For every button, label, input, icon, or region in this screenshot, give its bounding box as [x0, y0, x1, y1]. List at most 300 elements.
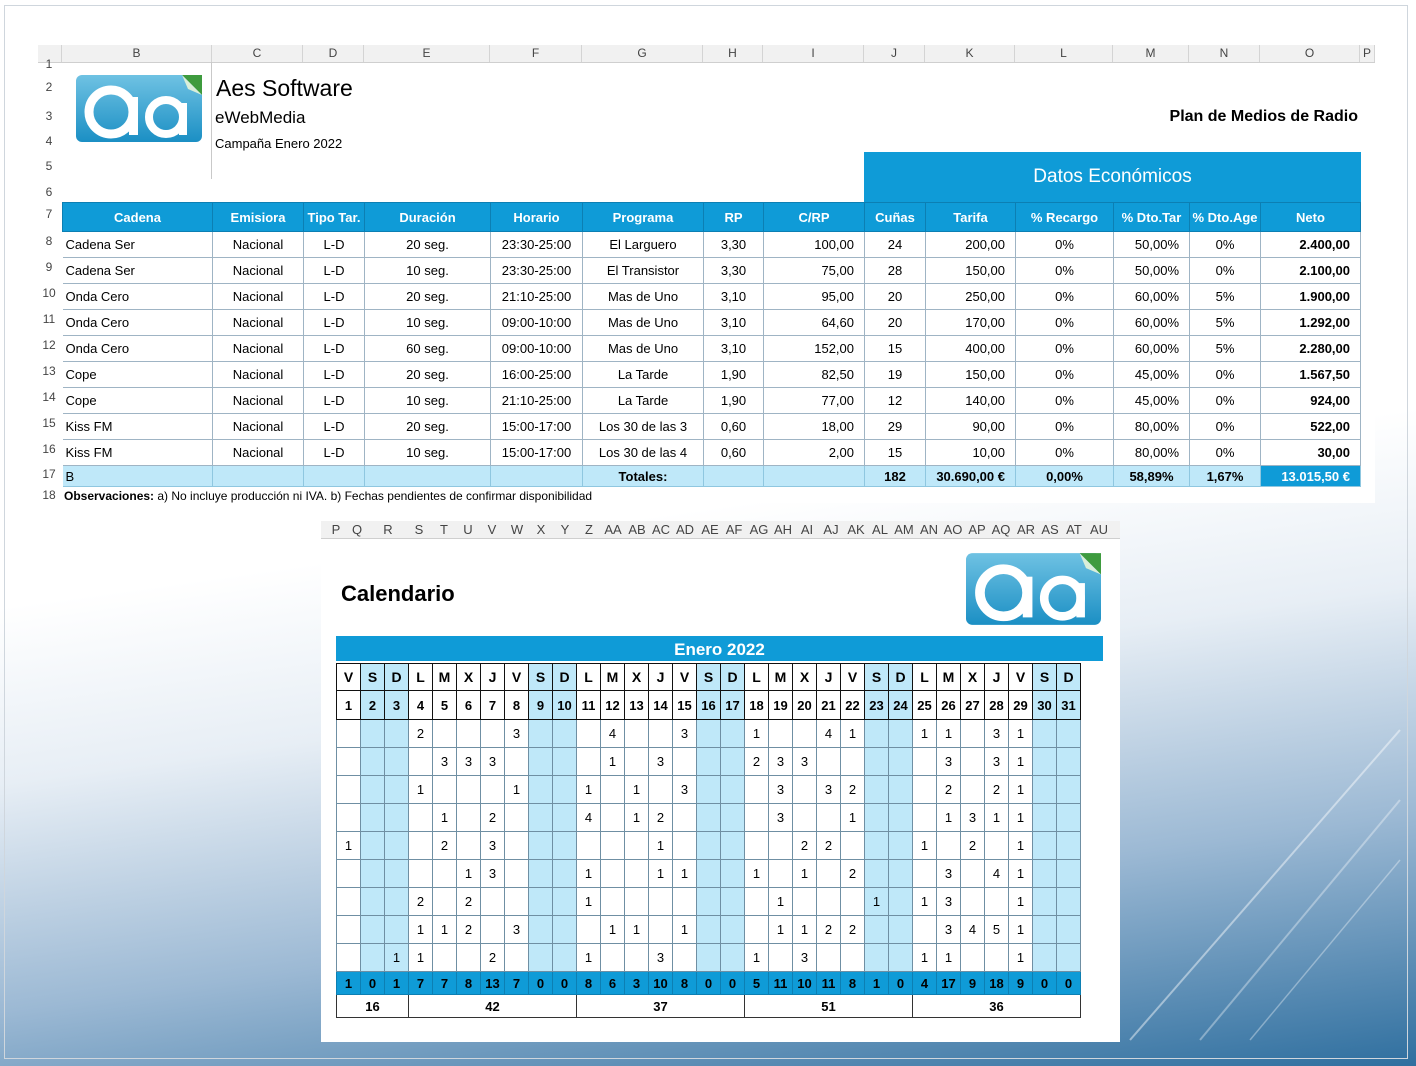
- spot-cell[interactable]: [625, 888, 649, 916]
- spot-cell[interactable]: 2: [433, 832, 457, 860]
- table-cell[interactable]: 21:10-25:00: [491, 284, 583, 310]
- spot-cell[interactable]: [553, 944, 577, 972]
- table-cell[interactable]: 0%: [1190, 258, 1261, 284]
- spot-cell[interactable]: [1033, 804, 1057, 832]
- spot-cell[interactable]: 1: [1009, 860, 1033, 888]
- table-cell[interactable]: 3,10: [704, 336, 764, 362]
- calendar-column-header-ap[interactable]: AP: [968, 522, 986, 537]
- column-header-h[interactable]: H: [703, 45, 763, 62]
- spot-cell[interactable]: [505, 888, 529, 916]
- spot-cell[interactable]: 4: [817, 720, 841, 748]
- row-header-7[interactable]: 7: [45, 207, 53, 221]
- spot-cell[interactable]: [529, 860, 553, 888]
- totals-empty[interactable]: [491, 466, 583, 487]
- spot-cell[interactable]: [433, 860, 457, 888]
- spot-cell[interactable]: 1: [1009, 748, 1033, 776]
- spot-cell[interactable]: [841, 944, 865, 972]
- spot-cell[interactable]: [865, 916, 889, 944]
- spot-cell[interactable]: 3: [961, 804, 985, 832]
- spot-cell[interactable]: [337, 776, 361, 804]
- spot-cell[interactable]: [817, 860, 841, 888]
- spot-cell[interactable]: [673, 888, 697, 916]
- spot-cell[interactable]: [1033, 860, 1057, 888]
- table-cell[interactable]: Mas de Uno: [583, 336, 704, 362]
- spot-cell[interactable]: [649, 888, 673, 916]
- calendar-column-header-ah[interactable]: AH: [773, 522, 793, 537]
- spot-cell[interactable]: 3: [457, 748, 481, 776]
- spot-cell[interactable]: [601, 888, 625, 916]
- spot-cell[interactable]: [529, 916, 553, 944]
- spot-cell[interactable]: 3: [481, 832, 505, 860]
- spot-cell[interactable]: 1: [577, 944, 601, 972]
- spot-cell[interactable]: [457, 804, 481, 832]
- spot-cell[interactable]: 1: [433, 804, 457, 832]
- table-cell[interactable]: Cope: [63, 362, 213, 388]
- spot-cell[interactable]: [529, 720, 553, 748]
- table-cell[interactable]: Cadena Ser: [63, 232, 213, 258]
- spot-cell[interactable]: [865, 776, 889, 804]
- spot-cell[interactable]: [673, 832, 697, 860]
- spot-cell[interactable]: [673, 804, 697, 832]
- spot-cell[interactable]: 3: [793, 748, 817, 776]
- spot-cell[interactable]: 2: [793, 832, 817, 860]
- table-cell[interactable]: Nacional: [213, 440, 304, 466]
- table-cell[interactable]: 2.400,00: [1261, 232, 1361, 258]
- table-cell[interactable]: 20 seg.: [365, 284, 491, 310]
- table-cell[interactable]: La Tarde: [583, 362, 704, 388]
- spot-cell[interactable]: [577, 720, 601, 748]
- table-cell[interactable]: 10 seg.: [365, 440, 491, 466]
- table-cell[interactable]: El Transistor: [583, 258, 704, 284]
- spot-cell[interactable]: [481, 720, 505, 748]
- table-cell[interactable]: 20: [865, 284, 926, 310]
- spot-cell[interactable]: 1: [409, 776, 433, 804]
- table-cell[interactable]: Mas de Uno: [583, 310, 704, 336]
- table-cell[interactable]: 77,00: [764, 388, 865, 414]
- spot-cell[interactable]: [721, 944, 745, 972]
- spot-cell[interactable]: [337, 804, 361, 832]
- table-cell[interactable]: 60,00%: [1114, 310, 1190, 336]
- spot-cell[interactable]: [817, 804, 841, 832]
- spot-cell[interactable]: 3: [481, 860, 505, 888]
- spot-cell[interactable]: [985, 832, 1009, 860]
- spot-cell[interactable]: [361, 944, 385, 972]
- spot-cell[interactable]: [865, 944, 889, 972]
- table-cell[interactable]: 924,00: [1261, 388, 1361, 414]
- spot-cell[interactable]: [721, 888, 745, 916]
- table-cell[interactable]: 200,00: [926, 232, 1016, 258]
- table-cell[interactable]: 10 seg.: [365, 258, 491, 284]
- table-cell[interactable]: Nacional: [213, 232, 304, 258]
- table-cell[interactable]: 19: [865, 362, 926, 388]
- table-cell[interactable]: 15:00-17:00: [491, 414, 583, 440]
- table-cell[interactable]: 0%: [1190, 440, 1261, 466]
- spot-cell[interactable]: [673, 748, 697, 776]
- spot-cell[interactable]: 1: [913, 832, 937, 860]
- spot-cell[interactable]: [529, 888, 553, 916]
- spot-cell[interactable]: [721, 804, 745, 832]
- spot-cell[interactable]: [361, 832, 385, 860]
- spot-cell[interactable]: 2: [481, 804, 505, 832]
- spot-cell[interactable]: 2: [481, 944, 505, 972]
- spot-cell[interactable]: [841, 832, 865, 860]
- spot-cell[interactable]: 1: [385, 944, 409, 972]
- table-cell[interactable]: Los 30 de las 3: [583, 414, 704, 440]
- spot-cell[interactable]: [1033, 832, 1057, 860]
- spot-cell[interactable]: 1: [769, 916, 793, 944]
- table-cell[interactable]: 16:00-25:00: [491, 362, 583, 388]
- spot-cell[interactable]: 2: [985, 776, 1009, 804]
- table-cell[interactable]: 24: [865, 232, 926, 258]
- spot-cell[interactable]: [433, 720, 457, 748]
- totals-empty[interactable]: [213, 466, 304, 487]
- calendar-column-header-s[interactable]: S: [414, 522, 424, 537]
- spot-cell[interactable]: [889, 916, 913, 944]
- spot-cell[interactable]: [721, 748, 745, 776]
- spot-cell[interactable]: 3: [937, 748, 961, 776]
- spot-cell[interactable]: [1057, 748, 1081, 776]
- spot-cell[interactable]: [601, 860, 625, 888]
- table-cell[interactable]: 10 seg.: [365, 310, 491, 336]
- table-cell[interactable]: Nacional: [213, 336, 304, 362]
- calendar-column-header-p[interactable]: P: [331, 522, 341, 537]
- spot-cell[interactable]: 1: [937, 720, 961, 748]
- table-cell[interactable]: 10,00: [926, 440, 1016, 466]
- spot-cell[interactable]: 3: [793, 944, 817, 972]
- spot-cell[interactable]: [889, 720, 913, 748]
- spot-cell[interactable]: 3: [649, 748, 673, 776]
- spot-cell[interactable]: 3: [433, 748, 457, 776]
- spot-cell[interactable]: [673, 944, 697, 972]
- totals-tarifa[interactable]: 30.690,00 €: [926, 466, 1016, 487]
- spot-cell[interactable]: [481, 888, 505, 916]
- table-cell[interactable]: 09:00-10:00: [491, 336, 583, 362]
- spot-cell[interactable]: [457, 776, 481, 804]
- table-cell[interactable]: 2.100,00: [1261, 258, 1361, 284]
- spot-cell[interactable]: [1057, 832, 1081, 860]
- spot-cell[interactable]: 1: [457, 860, 481, 888]
- row-header-16[interactable]: 16: [42, 442, 56, 456]
- spot-cell[interactable]: [409, 804, 433, 832]
- spot-cell[interactable]: 3: [937, 916, 961, 944]
- spot-cell[interactable]: 3: [769, 748, 793, 776]
- spot-cell[interactable]: [553, 776, 577, 804]
- spot-cell[interactable]: 2: [457, 916, 481, 944]
- calendar-column-header-ac[interactable]: AC: [651, 522, 671, 537]
- table-cell[interactable]: Nacional: [213, 414, 304, 440]
- spot-cell[interactable]: 1: [625, 804, 649, 832]
- spot-cell[interactable]: [817, 888, 841, 916]
- spot-cell[interactable]: [649, 916, 673, 944]
- column-header-m[interactable]: M: [1113, 45, 1189, 62]
- spot-cell[interactable]: [1057, 944, 1081, 972]
- table-cell[interactable]: 250,00: [926, 284, 1016, 310]
- spot-cell[interactable]: [769, 832, 793, 860]
- table-cell[interactable]: 20 seg.: [365, 232, 491, 258]
- spot-cell[interactable]: [577, 832, 601, 860]
- column-header-e[interactable]: E: [364, 45, 490, 62]
- table-cell[interactable]: 140,00: [926, 388, 1016, 414]
- spot-cell[interactable]: 1: [649, 832, 673, 860]
- spot-cell[interactable]: 1: [985, 804, 1009, 832]
- table-cell[interactable]: 3,10: [704, 310, 764, 336]
- row-header-12[interactable]: 12: [42, 338, 56, 352]
- row-header-18[interactable]: 18: [42, 488, 56, 502]
- spot-cell[interactable]: [433, 944, 457, 972]
- spot-cell[interactable]: [913, 776, 937, 804]
- spot-cell[interactable]: [745, 888, 769, 916]
- table-cell[interactable]: 1.567,50: [1261, 362, 1361, 388]
- spot-cell[interactable]: [961, 720, 985, 748]
- spot-cell[interactable]: [865, 832, 889, 860]
- spot-cell[interactable]: [409, 832, 433, 860]
- spot-cell[interactable]: [817, 748, 841, 776]
- spot-cell[interactable]: [961, 860, 985, 888]
- calendar-column-header-as[interactable]: AS: [1041, 522, 1059, 537]
- row-header-9[interactable]: 9: [45, 260, 53, 274]
- spot-cell[interactable]: [793, 888, 817, 916]
- spot-cell[interactable]: [601, 804, 625, 832]
- spot-cell[interactable]: 1: [649, 860, 673, 888]
- calendar-column-header-af[interactable]: AF: [725, 522, 743, 537]
- spot-cell[interactable]: 4: [601, 720, 625, 748]
- spot-cell[interactable]: [889, 860, 913, 888]
- table-cell[interactable]: 45,00%: [1114, 388, 1190, 414]
- table-cell[interactable]: 29: [865, 414, 926, 440]
- spot-cell[interactable]: [649, 720, 673, 748]
- table-cell[interactable]: 170,00: [926, 310, 1016, 336]
- table-cell[interactable]: 21:10-25:00: [491, 388, 583, 414]
- table-cell[interactable]: L-D: [304, 414, 365, 440]
- spot-cell[interactable]: 2: [649, 804, 673, 832]
- spot-cell[interactable]: [505, 832, 529, 860]
- row-header-8[interactable]: 8: [45, 234, 53, 248]
- spot-cell[interactable]: 3: [937, 888, 961, 916]
- spot-cell[interactable]: [337, 860, 361, 888]
- spot-cell[interactable]: [505, 860, 529, 888]
- table-cell[interactable]: 0%: [1016, 362, 1114, 388]
- spot-cell[interactable]: 1: [1009, 720, 1033, 748]
- spot-cell[interactable]: [385, 776, 409, 804]
- spot-cell[interactable]: [625, 860, 649, 888]
- spot-cell[interactable]: 2: [841, 776, 865, 804]
- spot-cell[interactable]: 3: [985, 748, 1009, 776]
- spot-cell[interactable]: [361, 888, 385, 916]
- spot-cell[interactable]: 1: [937, 804, 961, 832]
- calendar-column-header-aj[interactable]: AJ: [823, 522, 839, 537]
- table-cell[interactable]: 20 seg.: [365, 362, 491, 388]
- spot-cell[interactable]: [697, 720, 721, 748]
- row-header-1[interactable]: 1: [45, 57, 53, 71]
- row-header-5[interactable]: 5: [45, 159, 53, 173]
- table-cell[interactable]: 0%: [1016, 284, 1114, 310]
- totals-dto-tar[interactable]: 58,89%: [1114, 466, 1190, 487]
- calendar-column-header-u[interactable]: U: [463, 522, 473, 537]
- spot-cell[interactable]: 1: [601, 916, 625, 944]
- spot-cell[interactable]: 1: [1009, 832, 1033, 860]
- spot-cell[interactable]: [529, 832, 553, 860]
- table-cell[interactable]: L-D: [304, 388, 365, 414]
- spot-cell[interactable]: [793, 804, 817, 832]
- spot-cell[interactable]: [889, 748, 913, 776]
- spot-cell[interactable]: 1: [745, 720, 769, 748]
- spot-cell[interactable]: [361, 916, 385, 944]
- spot-cell[interactable]: 2: [409, 888, 433, 916]
- spot-cell[interactable]: [913, 860, 937, 888]
- calendar-column-header-am[interactable]: AM: [894, 522, 914, 537]
- spot-cell[interactable]: [1057, 720, 1081, 748]
- spot-cell[interactable]: 1: [1009, 804, 1033, 832]
- row-header-14[interactable]: 14: [42, 390, 56, 404]
- table-cell[interactable]: 15:00-17:00: [491, 440, 583, 466]
- table-cell[interactable]: Nacional: [213, 258, 304, 284]
- spot-cell[interactable]: 3: [769, 776, 793, 804]
- table-cell[interactable]: L-D: [304, 232, 365, 258]
- table-cell[interactable]: Kiss FM: [63, 440, 213, 466]
- row-header-3[interactable]: 3: [45, 109, 53, 123]
- table-cell[interactable]: 0%: [1016, 258, 1114, 284]
- column-header-k[interactable]: K: [925, 45, 1015, 62]
- spot-cell[interactable]: [721, 776, 745, 804]
- calendar-column-header-at[interactable]: AT: [1066, 522, 1082, 537]
- spot-cell[interactable]: [697, 804, 721, 832]
- spot-cell[interactable]: [385, 860, 409, 888]
- table-cell[interactable]: 64,60: [764, 310, 865, 336]
- spot-cell[interactable]: 1: [745, 860, 769, 888]
- table-cell[interactable]: Kiss FM: [63, 414, 213, 440]
- table-cell[interactable]: Cadena Ser: [63, 258, 213, 284]
- spot-cell[interactable]: [889, 776, 913, 804]
- calendar-column-header-ad[interactable]: AD: [675, 522, 695, 537]
- spot-cell[interactable]: [865, 720, 889, 748]
- table-cell[interactable]: 15: [865, 336, 926, 362]
- column-header-g[interactable]: G: [582, 45, 703, 62]
- table-cell[interactable]: 3,30: [704, 258, 764, 284]
- spot-cell[interactable]: [625, 944, 649, 972]
- column-header-b[interactable]: B: [62, 45, 212, 62]
- spot-cell[interactable]: [553, 832, 577, 860]
- row-header-15[interactable]: 15: [42, 416, 56, 430]
- spot-cell[interactable]: [1057, 804, 1081, 832]
- spot-cell[interactable]: [913, 748, 937, 776]
- table-cell[interactable]: 100,00: [764, 232, 865, 258]
- spot-cell[interactable]: [361, 776, 385, 804]
- column-header-p[interactable]: P: [1360, 45, 1375, 62]
- calendar-column-header-ag[interactable]: AG: [749, 522, 769, 537]
- spot-cell[interactable]: 1: [673, 916, 697, 944]
- spot-cell[interactable]: 1: [793, 860, 817, 888]
- spot-cell[interactable]: [1057, 916, 1081, 944]
- table-cell[interactable]: 0%: [1016, 232, 1114, 258]
- table-cell[interactable]: Nacional: [213, 362, 304, 388]
- row-header-17[interactable]: 17: [42, 467, 56, 481]
- table-cell[interactable]: 3,10: [704, 284, 764, 310]
- spot-cell[interactable]: 2: [817, 916, 841, 944]
- table-cell[interactable]: 522,00: [1261, 414, 1361, 440]
- spot-cell[interactable]: [841, 748, 865, 776]
- spot-cell[interactable]: 1: [577, 776, 601, 804]
- column-header-o[interactable]: O: [1260, 45, 1360, 62]
- spot-cell[interactable]: [1033, 748, 1057, 776]
- spot-cell[interactable]: [529, 944, 553, 972]
- spot-cell[interactable]: [769, 860, 793, 888]
- spot-cell[interactable]: 1: [1009, 776, 1033, 804]
- spot-cell[interactable]: [553, 804, 577, 832]
- spot-cell[interactable]: [889, 944, 913, 972]
- calendar-column-header-an[interactable]: AN: [919, 522, 939, 537]
- table-cell[interactable]: 0%: [1190, 388, 1261, 414]
- table-cell[interactable]: 0,60: [704, 414, 764, 440]
- table-cell[interactable]: 50,00%: [1114, 258, 1190, 284]
- spot-cell[interactable]: 1: [433, 916, 457, 944]
- spot-cell[interactable]: 2: [817, 832, 841, 860]
- table-cell[interactable]: L-D: [304, 310, 365, 336]
- spot-cell[interactable]: [337, 944, 361, 972]
- spot-cell[interactable]: 3: [481, 748, 505, 776]
- table-cell[interactable]: 0%: [1190, 362, 1261, 388]
- spot-cell[interactable]: [505, 944, 529, 972]
- spot-cell[interactable]: 1: [865, 888, 889, 916]
- spot-cell[interactable]: [529, 748, 553, 776]
- spot-cell[interactable]: 2: [745, 748, 769, 776]
- spot-cell[interactable]: [1033, 944, 1057, 972]
- table-cell[interactable]: L-D: [304, 336, 365, 362]
- spot-cell[interactable]: [457, 720, 481, 748]
- spot-cell[interactable]: 1: [625, 916, 649, 944]
- spot-cell[interactable]: [553, 888, 577, 916]
- spot-cell[interactable]: [481, 916, 505, 944]
- spot-cell[interactable]: [961, 748, 985, 776]
- spot-cell[interactable]: 3: [937, 860, 961, 888]
- table-cell[interactable]: 82,50: [764, 362, 865, 388]
- table-cell[interactable]: 1,90: [704, 362, 764, 388]
- spot-cell[interactable]: 3: [769, 804, 793, 832]
- spot-cell[interactable]: [793, 776, 817, 804]
- spot-cell[interactable]: 2: [841, 916, 865, 944]
- row-header-13[interactable]: 13: [42, 364, 56, 378]
- column-header-j[interactable]: J: [864, 45, 925, 62]
- calendar-column-header-ae[interactable]: AE: [701, 522, 719, 537]
- table-cell[interactable]: L-D: [304, 284, 365, 310]
- spot-cell[interactable]: [1033, 776, 1057, 804]
- calendar-column-header-ab[interactable]: AB: [628, 522, 646, 537]
- spot-cell[interactable]: [961, 944, 985, 972]
- column-header-f[interactable]: F: [490, 45, 582, 62]
- table-cell[interactable]: 0,60: [704, 440, 764, 466]
- calendar-column-header-ao[interactable]: AO: [943, 522, 963, 537]
- table-cell[interactable]: 0%: [1016, 388, 1114, 414]
- spot-cell[interactable]: 1: [1009, 944, 1033, 972]
- table-cell[interactable]: 80,00%: [1114, 414, 1190, 440]
- calendar-column-header-au[interactable]: AU: [1089, 522, 1109, 537]
- row-header-11[interactable]: 11: [42, 312, 56, 326]
- spot-cell[interactable]: [769, 944, 793, 972]
- totals-label[interactable]: Totales:: [583, 466, 704, 487]
- spot-cell[interactable]: [601, 832, 625, 860]
- totals-empty[interactable]: [704, 466, 764, 487]
- row-header-10[interactable]: 10: [42, 286, 56, 300]
- spot-cell[interactable]: [385, 888, 409, 916]
- spot-cell[interactable]: [361, 720, 385, 748]
- table-cell[interactable]: L-D: [304, 440, 365, 466]
- spot-cell[interactable]: [529, 776, 553, 804]
- totals-recargo[interactable]: 0,00%: [1016, 466, 1114, 487]
- spot-cell[interactable]: [721, 860, 745, 888]
- table-cell[interactable]: 0%: [1016, 336, 1114, 362]
- spot-cell[interactable]: [913, 804, 937, 832]
- totals-first[interactable]: B: [63, 466, 213, 487]
- table-cell[interactable]: 0%: [1016, 440, 1114, 466]
